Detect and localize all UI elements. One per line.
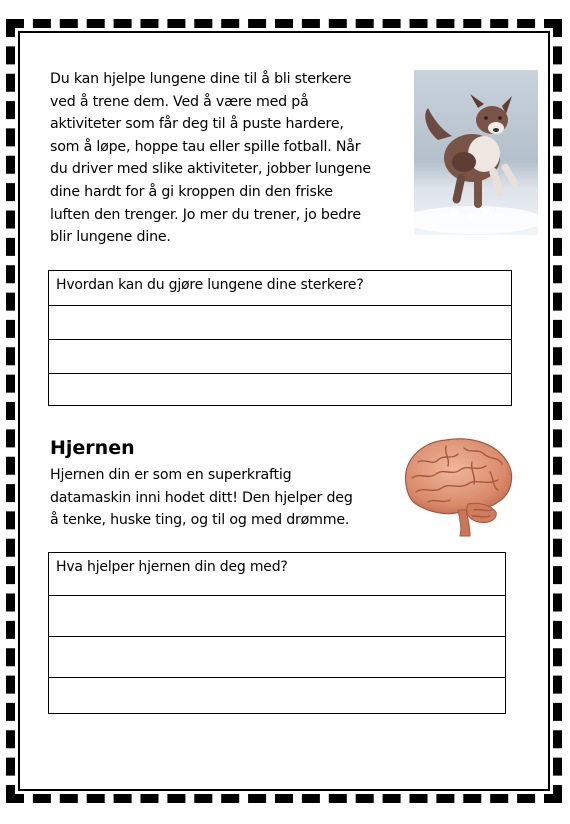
brain-line: å tenke, huske ting, og til og med drømme. — [50, 512, 350, 529]
intro-line: aktiviteter som får deg til å puste hardere, — [50, 116, 344, 133]
intro-line: du driver med slike aktiviteter, jobber lungene — [50, 161, 371, 178]
intro-paragraph — [50, 68, 405, 249]
brain-illustration — [398, 432, 518, 538]
lungs-answer-line-2[interactable] — [49, 340, 511, 374]
running-dog-photo — [414, 70, 538, 235]
intro-line: som å løpe, hoppe tau eller spille fotball. Når — [50, 138, 361, 155]
lungs-answer-line-3[interactable] — [49, 374, 511, 405]
brain-answer-line-3[interactable] — [49, 678, 505, 715]
intro-line: dine hardt for å gi kroppen din den friske — [50, 183, 333, 200]
brain-paragraph — [50, 464, 395, 532]
brain-question-box — [48, 552, 506, 714]
brain-answer-line-1[interactable] — [49, 596, 505, 637]
lungs-question-box — [48, 270, 512, 406]
brain-section-title: Hjernen — [50, 437, 135, 459]
lungs-question-text: Hvordan kan du gjøre lungene dine sterkere? — [49, 271, 511, 306]
brain-line: Hjernen din er som en superkraftig — [50, 467, 292, 483]
intro-line: Du kan hjelpe lungene dine til å bli sterkere — [50, 71, 352, 87]
intro-line: luften den trenger. Jo mer du trener, jo bedre — [50, 206, 361, 223]
intro-line: ved å trene dem. Ved å være med på — [50, 93, 309, 110]
brain-line: datamaskin inni hodet ditt! Den hjelper deg — [50, 489, 353, 506]
intro-line: blir lungene dine. — [50, 229, 171, 246]
lungs-answer-line-1[interactable] — [49, 306, 511, 340]
brain-answer-line-2[interactable] — [49, 637, 505, 678]
brain-question-text: Hva hjelper hjernen din deg med? — [49, 553, 505, 596]
